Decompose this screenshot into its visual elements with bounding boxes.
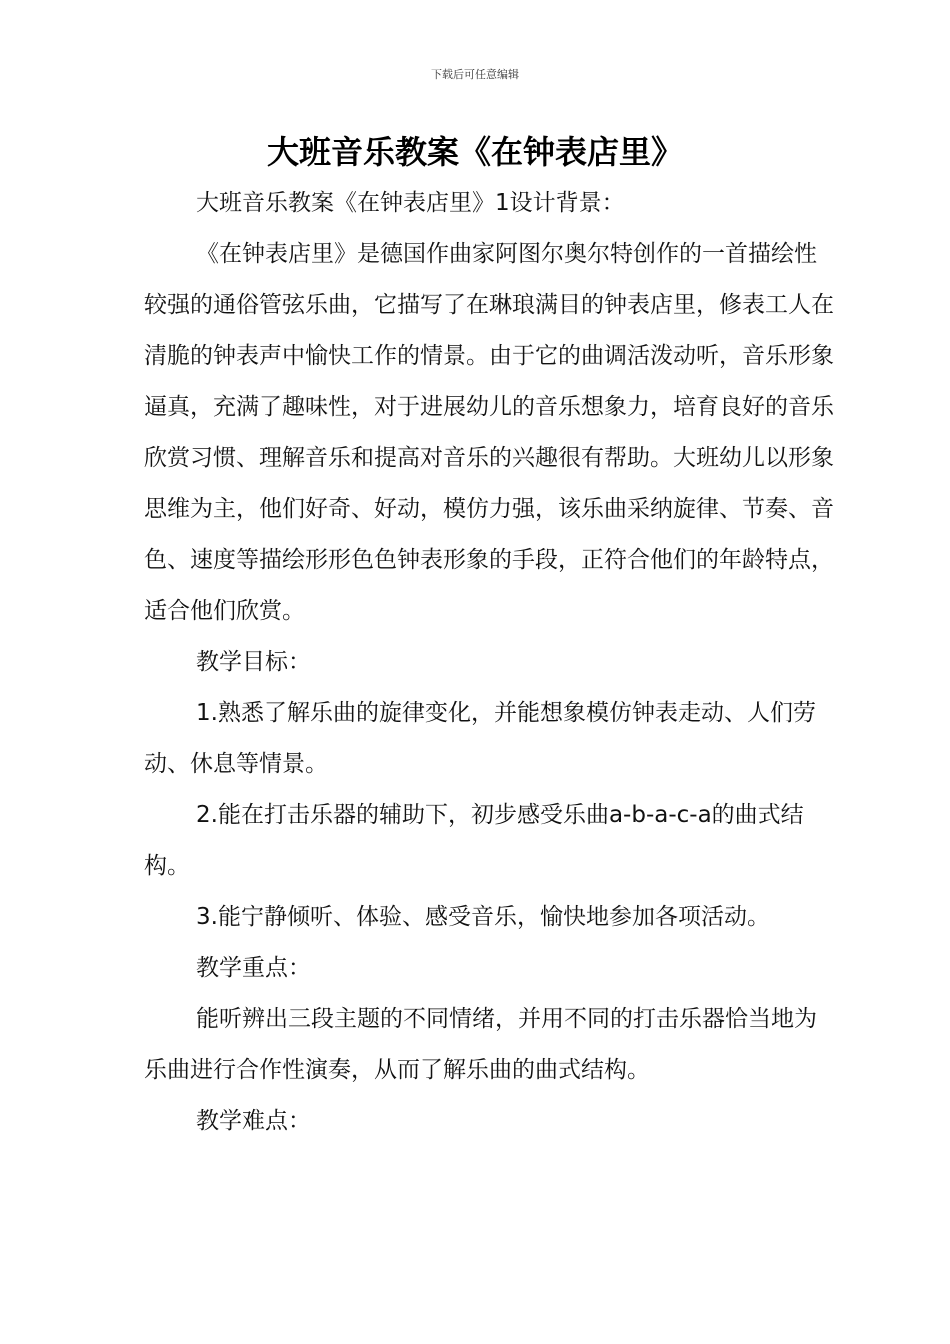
paragraph-goal-3: 3.能宁静倾听、体验、感受音乐，愉快地参加各项活动。 — [196, 904, 770, 930]
paragraph-design-background: 大班音乐教案《在钟表店里》1设计背景： — [196, 190, 625, 216]
paragraph-key-points-text: 能听辨出三段主题的不同情绪，并用不同的打击乐器恰当地为乐曲进行合作性演奏，从而了解乐曲的曲式结构。 — [144, 1006, 817, 1083]
paragraph-background-text: 《在钟表店里》是德国作曲家阿图尔奥尔特创作的一首描绘性较强的通俗管弦乐曲，它描写了在琳琅满目的钟表店里，修表工人在清脆的钟表声中愉快工作的情景。由于它的曲调活泼动听，音乐形象逼真，充满了趣味性，对于进展幼儿的音乐想象力，培育良好的音乐欣赏习惯、理解音乐和提高对音乐的兴趣很有帮助。大班幼儿以形象思维为主，他们好奇、好动，模仿力强，该乐曲采纳旋律、节奏、音色、速度等描绘形形色色钟表形象的手段，正符合他们的年龄特点，适合他们欣赏。 — [144, 241, 834, 624]
paragraph-key-points-heading: 教学重点： — [196, 955, 311, 981]
paragraph-teaching-goals-heading: 教学目标： — [196, 649, 311, 675]
document-body — [144, 178, 834, 1147]
paragraph-difficulties-heading: 教学难点： — [196, 1108, 311, 1134]
paragraph-goal-2: 2.能在打击乐器的辅助下，初步感受乐曲a-b-a-c-a的曲式结构。 — [144, 802, 804, 879]
document-title: 大班音乐教案《在钟表店里》 — [266, 133, 683, 171]
header-note: 下载后可任意编辑 — [431, 68, 519, 81]
paragraph-goal-1: 1.熟悉了解乐曲的旋律变化，并能想象模仿钟表走动、人们劳动、休息等情景。 — [144, 700, 816, 777]
